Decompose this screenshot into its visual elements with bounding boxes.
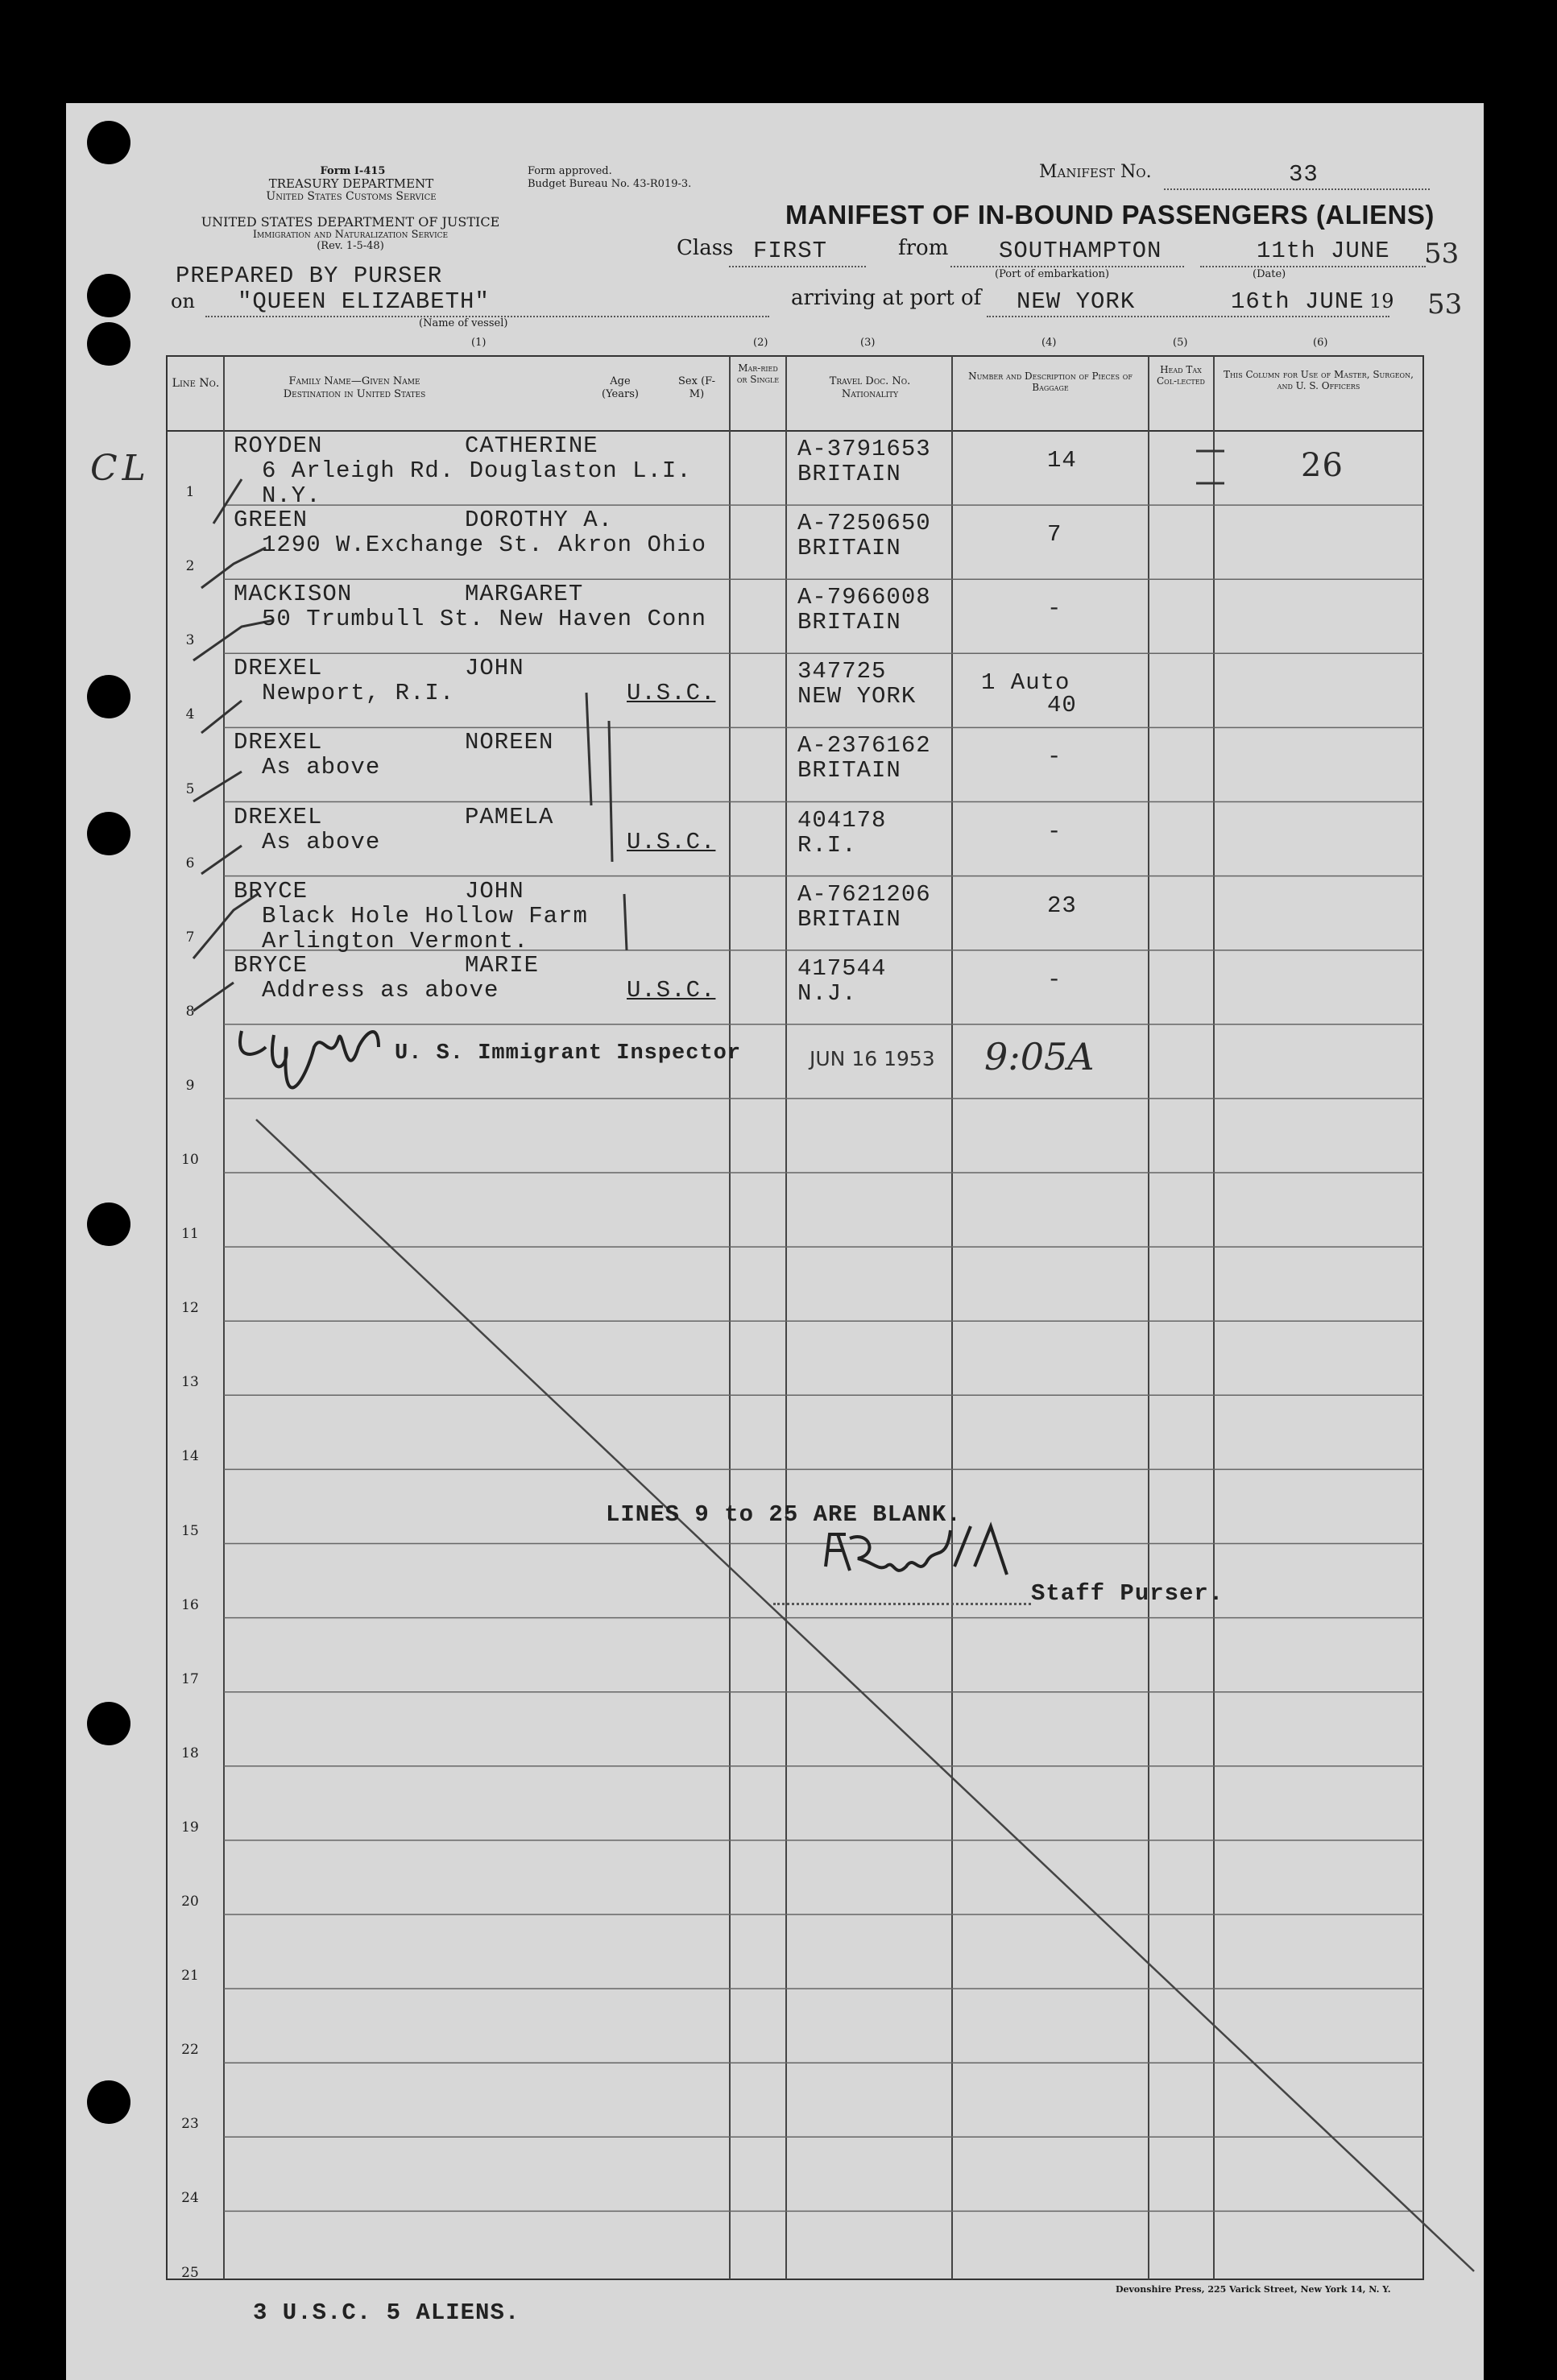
baggage-count-2: 40 (1047, 692, 1077, 719)
manifest-title: MANIFEST OF IN-BOUND PASSENGERS (ALIENS) (785, 200, 1435, 230)
from-value: SOUTHAMPTON (999, 238, 1162, 264)
line-number: 17 (181, 1670, 199, 1687)
form-approval: Form approved. (528, 165, 612, 177)
header-family-name: Family Name—Given Name (288, 375, 420, 387)
baggage-count: 1 Auto (981, 669, 1070, 697)
nationality: BRITAIN (797, 535, 901, 562)
given-name: MARIE (465, 951, 540, 979)
family-name: BRYCE (234, 951, 309, 979)
line-number: 25 (181, 2264, 199, 2281)
given-name: NOREEN (465, 729, 554, 756)
destination-address: Black Hole Hollow Farm (262, 902, 588, 929)
travel-doc-number: 417544 (797, 954, 887, 982)
on-label: on (171, 290, 195, 313)
destination-address-2: N.Y. (262, 482, 321, 509)
travel-doc-number: 404178 (797, 806, 887, 834)
col-number: (5) (1173, 337, 1188, 349)
purser-signature (826, 1526, 1007, 1575)
arrival-19: 19 (1369, 290, 1394, 313)
line-number: 6 (185, 855, 195, 871)
line-number: 13 (181, 1374, 199, 1391)
line-number: 22 (181, 2042, 199, 2059)
family-name: DREXEL (234, 803, 323, 830)
baggage-count: - (1047, 966, 1062, 993)
line-number: 4 (185, 706, 195, 723)
line-number: 14 (181, 1448, 199, 1465)
given-name: MARGARET (465, 581, 584, 608)
family-name: DREXEL (234, 729, 323, 756)
nationality: N.J. (797, 979, 857, 1007)
class-label: Class (677, 236, 734, 260)
line-number: 15 (181, 1522, 199, 1539)
nationality: NEW YORK (797, 683, 917, 710)
header-destination: Destination in United States (283, 388, 426, 400)
header-sex: Sex (F-M) (678, 375, 715, 400)
arrival-date: 16th JUNE (1231, 288, 1364, 315)
blank-lines-note: LINES 9 to 25 ARE BLANK. (606, 1501, 962, 1528)
ins-service: Immigration and Naturalization Service (252, 229, 449, 241)
date-caption: (Date) (1253, 268, 1286, 280)
inspector-label: U. S. Immigrant Inspector (395, 1041, 742, 1066)
line-number: 9 (185, 1077, 195, 1094)
justice-dept: UNITED STATES DEPARTMENT OF JUSTICE (201, 214, 500, 230)
line-number: 2 (185, 558, 195, 575)
date-dots (1200, 266, 1426, 267)
baggage-count: - (1047, 743, 1062, 771)
purser-sig-dots (773, 1603, 1031, 1605)
travel-doc-number: A-2376162 (797, 732, 931, 760)
cancel-diagonal-line (256, 1120, 1474, 2271)
baggage-count: 23 (1047, 892, 1077, 919)
inspection-time: 9:05A (984, 1035, 1095, 1078)
destination-address: 1290 W.Exchange St. Akron Ohio (262, 532, 707, 559)
line-number: 18 (181, 1745, 199, 1761)
manifest-no-value: 33 (1289, 161, 1319, 188)
nationality: BRITAIN (797, 609, 901, 636)
baggage-count: 7 (1047, 521, 1062, 548)
header-married: Mar-ried or Single (736, 362, 780, 385)
family-name: GREEN (234, 507, 309, 534)
line-number: 11 (181, 1226, 199, 1243)
vessel-name: "QUEEN ELIZABETH" (238, 288, 490, 315)
given-name: JOHN (465, 877, 524, 904)
header-travel-doc: Travel Doc. No. Nationality (829, 375, 911, 400)
baggage-count: - (1047, 817, 1062, 845)
citizenship-status: U.S.C. (627, 680, 716, 707)
revision-date: (Rev. 1-5-48) (317, 240, 384, 252)
from-dots (950, 266, 1184, 267)
destination-address: As above (262, 828, 381, 855)
col-number: (2) (753, 337, 768, 349)
header-head-tax: Head Tax Col-lected (1157, 364, 1205, 387)
line-number: 8 (185, 1003, 195, 1020)
class-dots (729, 266, 866, 267)
destination-address-2: Arlington Vermont. (262, 927, 529, 954)
baggage-count: - (1047, 595, 1062, 623)
from-label: from (898, 236, 949, 260)
given-name: DOROTHY A. (465, 507, 614, 534)
citizenship-status: U.S.C. (627, 976, 716, 1004)
baggage-count: 14 (1047, 447, 1077, 474)
treasury-dept: TREASURY DEPARTMENT (268, 176, 434, 191)
line-number: 3 (185, 632, 195, 649)
line-number: 12 (181, 1300, 199, 1317)
line-number: 24 (181, 2190, 199, 2207)
travel-doc-number: 347725 (797, 658, 887, 685)
destination-address: As above (262, 754, 381, 781)
nationality: R.I. (797, 831, 857, 859)
arriving-label: arriving at port of (791, 286, 982, 310)
arriving-port: NEW YORK (1017, 288, 1136, 315)
purser-title: Staff Purser. (1031, 1580, 1224, 1607)
class-value: FIRST (753, 238, 828, 264)
line-number: 1 (185, 484, 195, 501)
family-name: ROYDEN (234, 433, 323, 459)
col-number: (4) (1041, 337, 1057, 349)
line-number: 16 (181, 1596, 199, 1613)
inspector-signature (240, 1031, 379, 1087)
line-number: 23 (181, 2116, 199, 2133)
destination-address: Newport, R.I. (262, 680, 455, 707)
travel-doc-number: A-7621206 (797, 880, 931, 908)
alien-summary: 3 U.S.C. 5 ALIENS. (253, 2299, 520, 2326)
nationality: BRITAIN (797, 461, 901, 487)
inspection-stamp-date: JUN 16 1953 (810, 1047, 935, 1070)
date-year: 53 (1424, 238, 1460, 270)
citizenship-status: U.S.C. (627, 828, 716, 855)
family-name: BRYCE (234, 877, 309, 904)
family-name: DREXEL (234, 655, 323, 682)
col-number: (1) (471, 337, 487, 349)
given-name: PAMELA (465, 803, 554, 830)
printer-imprint: Devonshire Press, 225 Varick Street, New York 14, N. Y. (1116, 2284, 1391, 2295)
manifest-no-dots (1164, 188, 1430, 190)
arriving-dots (987, 316, 1389, 317)
margin-mark: CL (90, 448, 151, 489)
travel-doc-number: A-7250650 (797, 510, 931, 537)
header-line-no: Line No. (172, 377, 220, 390)
vessel-caption: (Name of vessel) (419, 317, 508, 329)
port-caption: (Port of embarkation) (995, 268, 1110, 280)
manifest-no-label: Manifest No. (1039, 162, 1152, 182)
line-number: 7 (185, 929, 195, 946)
arrival-year: 53 (1427, 288, 1463, 321)
line-number: 10 (181, 1152, 199, 1168)
given-name: JOHN (465, 655, 524, 682)
header-baggage: Number and Description of Pieces of Baggage (968, 370, 1133, 393)
col-number: (6) (1313, 337, 1328, 349)
destination-address: 6 Arleigh Rd. Douglaston L.I. (262, 457, 692, 484)
line-number: 20 (181, 1894, 199, 1910)
nationality: BRITAIN (797, 757, 901, 784)
prepared-by: PREPARED BY PURSER (176, 263, 443, 289)
form-number: Form I-415 (320, 165, 386, 177)
header-officer-use: This Column for Use of Master, Surgeon, and U. S. Officers (1224, 369, 1414, 391)
officer-note: 26 (1301, 447, 1344, 484)
line-number: 21 (181, 1968, 199, 1985)
travel-doc-number: A-3791653 (797, 436, 931, 462)
travel-doc-number: A-7966008 (797, 584, 931, 611)
budget-bureau: Budget Bureau No. 43-R019-3. (528, 178, 692, 190)
destination-address: 50 Trumbull St. New Haven Conn (262, 606, 707, 633)
customs-service: United States Customs Service (266, 190, 437, 203)
destination-address: Address as above (262, 976, 499, 1004)
header-age: Age (Years) (602, 375, 639, 400)
line-number: 5 (185, 780, 195, 797)
date-value: 11th JUNE (1257, 238, 1390, 264)
family-name: MACKISON (234, 581, 353, 608)
line-number: 19 (181, 1819, 199, 1836)
col-number: (3) (860, 337, 876, 349)
nationality: BRITAIN (797, 905, 901, 933)
given-name: CATHERINE (465, 433, 598, 459)
